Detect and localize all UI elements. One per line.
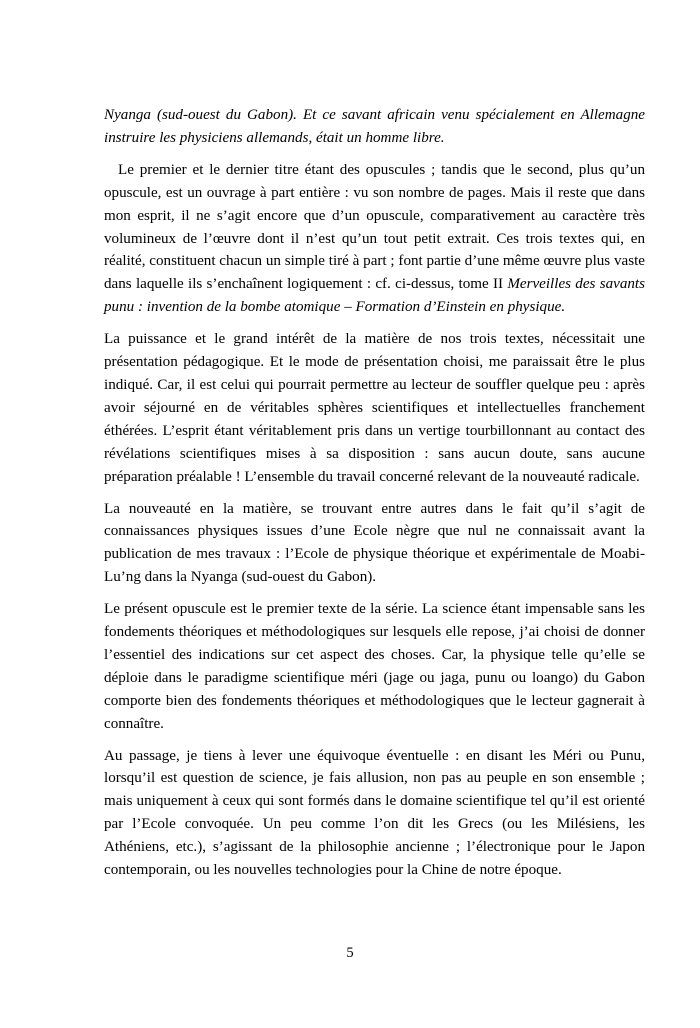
paragraph-present-opuscule: Le présent opuscule est le premier texte de la série. La science étant impensable sans les fondements théoriques et méthodologiques sur lesquels elle repose, j’ai choisi de donner l’essentiel des indications sur cet aspect des choses. Car, la physique telle qu’elle se déploie dans le paradigme scientifique méri (jage ou jaga, punu ou loango) du Gabon comporte bien des fondements théoriques et méthodologiques que le lecteur gagnerait à connaître. <box>104 601 645 732</box>
paragraph-nouveaute: La nouveauté en la matière, se trouvant entre autres dans le fait qu’il s’agit de connaissances physiques issues d’une Ecole nègre que nul ne connaissait avant la publication de mes travaux : l’Ecole de physique théorique et expérimentale de Moabi-Lu’ng dans la Nyanga (sud-ouest du Gabon). <box>104 500 645 586</box>
paragraph-opuscules <box>104 159 645 319</box>
page-number: 5 <box>346 945 354 961</box>
paragraph-opuscules-roman-lead: Le premier et le dernier titre étant des opuscules ; tandis que le second, plus qu’un opuscule, est un ouvrage à part entière : vu son nombre de pages. Mais il reste que dans mon esprit, il ne s’agit encore que d’un opuscule, comparativement au caractère très volumineux de l’œuvre dont il n’est qu’un tout petit extrait. Ces trois textes qui, en réalité, constituent chacun un simple tiré à part ; font partie d’une même œuvre plus vaste dans laquelle ils s’enchaînent logiquement : cf. ci-dessus, tome II <box>104 161 645 293</box>
paragraph-puissance: La puissance et le grand intérêt de la matière de nos trois textes, nécessitait une présentation pédagogique. Et le mode de présentation choisi, me paraissait être le plus indiqué. Car, il est celui qui pourrait permettre au lecteur de souffler quelque peu : après avoir séjourné en de véritables sphères scientifiques et intellectuelles franchement éthérées. L’esprit étant véritablement pris dans un vertige tourbillonnant au contact des révélations scientifiques mises à sa disposition : sans aucun doute, sans aucune préparation préalable ! L’ensemble du travail concerné relevant de la nouveauté radicale. <box>104 331 645 485</box>
paragraph-continuation-italic: Nyanga (sud-ouest du Gabon). Et ce savant africain venu spécialement en Allemagne instruire les physiciens allemands, était un homme libre. <box>104 107 645 146</box>
paragraph-au-passage: Au passage, je tiens à lever une équivoque éventuelle : en disant les Méri ou Punu, lorsqu’il est question de science, je fais allusion, non pas au peuple en son ensemble ; mais uniquement à ceux qui sont formés dans le domaine scientifique tel qu’il est orienté par l’Ecole convoquée. Un peu comme l’on dit les Grecs (ou les Milésiens, les Athéniens, etc.), s’agissant de la philosophie ancienne ; l’électronique pour le Japon contemporain, ou les nouvelles technologies pour la Chine de notre époque. <box>104 747 645 879</box>
page-text-body <box>104 104 645 882</box>
work-title-citation: Merveilles des savants punu : invention de la bombe atomique – Formation d’Einstein en physique. <box>104 276 645 316</box>
